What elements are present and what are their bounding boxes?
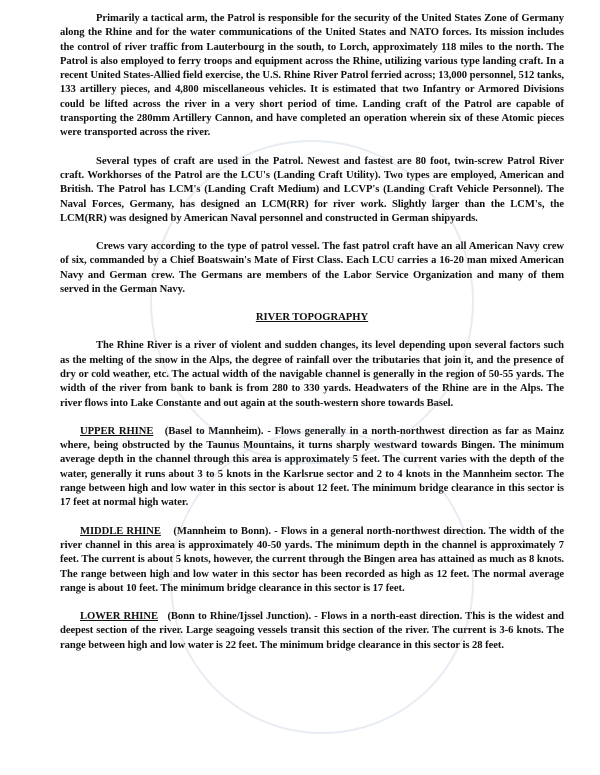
upper-rhine-text: - Flows generally in a north-northwest direction as far as Mainz where, being obstructed by the Taunus Mountains, it turns sharply westward towards Bingen. The minimum average depth in the channel through this area is approximately 5 feet. The current varies with the depth of the water, generally it runs about 3 to 5 knots in the Karlsrue sector and 2 to 4 knots in the Mannheim sector. The range between high and low water in this sector is about 12 feet. The minimum bridge clearance in this sector is 17 feet at normal high water. — [60, 425, 565, 509]
paragraph-lower-rhine — [60, 610, 564, 653]
paragraph-upper-rhine — [60, 425, 564, 511]
paragraph-mission: Primarily a tactical arm, the Patrol is responsible for the security of the United States Zone of Germany along the Rhine and for the water communications of the United States and NATO forces. Its mission includes the control of river traffic from Lauterbourg in the south, to Lorch, approximately 118 miles to the north. The Patrol is also employed to ferry troops and equipment across the Rhine, utilizing various type landing craft. In a recent United States-Allied field exercise, the U.S. Rhine River Patrol ferried across; 13,000 personnel, 512 tanks, 133 artillery pieces, and 4,800 miscellaneous vehicles. It is estimated that two Infantry or Armored Divisions could be lifted across the river in a very short period of time. Landing craft of the Patrol are capable of transporting the 280mm Artillery Cannon, and have completed an operation wherein six of these Atomic pieces were transported across the river. — [60, 13, 564, 139]
lower-rhine-range: (Bonn to Rhine/Ijssel Junction). — [167, 611, 312, 623]
middle-rhine-range: (Mannheim to Bonn). — [173, 525, 271, 537]
paragraph-craft-types: Several types of craft are used in the Patrol. Newest and fastest are 80 foot, twin-screw Patrol River craft. Workhorses of the Patrol are the LCU's (Landing Craft Utility). Two types are employed, American and British. The Patrol has LCM's (Landing Craft Medium) and LCVP's (Landing Craft Vehicle Personnel). The Naval Forces, Germany, has designed an LCM(RR) for river work. Slightly larger than the LCM's, the LCM(RR) was designed by American Naval personnel and constructed in German shipyards. — [60, 155, 564, 224]
section-heading: RIVER TOPOGRAPHY — [255, 312, 369, 324]
lower-rhine-text: - Flows in a north-east direction. This is the widest and deepest section of the river. Large seagoing vessels transit this section of the river. The current is 3-6 knots. The range between high and low water is 22 feet. The minimum bridge clearance in this sector is 28 feet. — [60, 611, 564, 651]
lower-rhine-title: LOWER RHINE — [80, 611, 158, 623]
paragraph-topography: The Rhine River is a river of violent and sudden changes, its level depending upon several factors such as the melting of the snow in the Alps, the degree of rainfall over the tributaries that join it, and the presence of dry or cold weather, etc. The actual width of the navigable channel is generally in the region of 50-55 yards. The width of the river from bank to bank is from 280 to 330 yards. Headwaters of the Rhine are in the Alps. The river flows into Lake Constante and out again at the south-western shore towards Basel. — [60, 340, 564, 409]
middle-rhine-title: MIDDLE RHINE — [80, 525, 161, 537]
upper-rhine-title: UPPER RHINE — [80, 425, 154, 437]
paragraph-crews: Crews vary according to the type of patrol vessel. The fast patrol craft have an all American Navy crew of six, commanded by a Chief Boatswain's Mate of First Class. Each LCU carries a 16-20 man mixed American Navy and German crew. The Germans are members of the Labor Service Organization and many of them served in the German Navy. — [60, 241, 564, 296]
middle-rhine-text: - Flows in a general north-northwest direction. The width of the river channel in this area is approximately 40-50 yards. The minimum depth in the channel is approximately 7 feet. The current is about 5 knots, however, the current through the Bingen area has attained as much as 8 knots. The range between high and low water in this sector has been recorded as high as 12 feet. The normal average range is about 10 feet. The minimum bridge clearance in this sector is 17 feet. — [60, 525, 564, 594]
upper-rhine-range: (Basel to Mannheim). — [164, 425, 264, 437]
paragraph-middle-rhine — [60, 525, 564, 596]
